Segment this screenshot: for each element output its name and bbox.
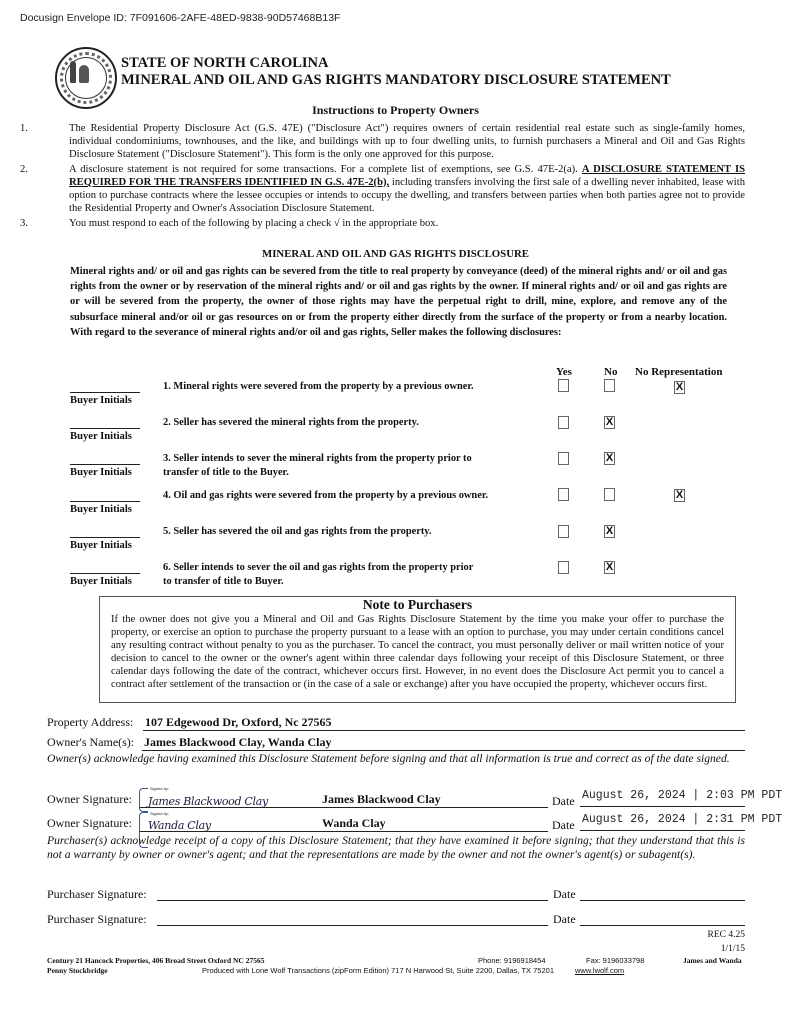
- checkbox-q4-no[interactable]: [604, 488, 615, 501]
- seal-figure-right: [79, 65, 89, 83]
- owner-signature-2[interactable]: Wanda Clay: [148, 819, 211, 832]
- signed-by-tag: Signed by:: [150, 811, 169, 816]
- checkbox-q5-no[interactable]: X: [605, 525, 614, 537]
- date-underline: [580, 830, 745, 831]
- question-6: [163, 561, 533, 589]
- purchaser-signature-label: Purchaser Signature:: [47, 887, 147, 901]
- purchaser-signature-field-2[interactable]: [157, 925, 548, 926]
- column-no: No: [604, 366, 618, 378]
- purchaser-signature-label: Purchaser Signature:: [47, 912, 147, 926]
- property-address-underline: [143, 730, 745, 731]
- instruction-item-3: [20, 217, 745, 230]
- instructions-list: [20, 122, 745, 232]
- question-text: 2. Seller has severed the mineral rights from the property.: [163, 417, 419, 428]
- owner-signature-line: [140, 831, 548, 832]
- instruction-number: 3.: [20, 218, 28, 229]
- disclosure-body: Mineral rights and/ or oil and gas rights can be severed from the title to real property by conveyance (deed) of the mineral rights and/ or oil and gas rights from the owner or by reservation of the mineral rights and/ or oil and gas rights by the owner. If mineral rights and/ or oil and gas rights are or will be severed from the property, the owner of those rights may have the perpetual right to drill, mine, explore, and remove any of the subsurface mineral and/or oil or gas resources on or from the property either directly from the surface of the property or from a nearby location. With regard to the severance of mineral rights and/or oil and gas rights, Seller makes the following disclosures:: [70, 266, 727, 338]
- column-no-representation: No Representation: [635, 366, 723, 378]
- buyer-initials-line-6[interactable]: [70, 573, 140, 574]
- checkbox-q5-yes[interactable]: [558, 525, 569, 538]
- purchaser-date-field-2[interactable]: [580, 925, 745, 926]
- buyer-initials-line-5[interactable]: [70, 537, 140, 538]
- footer-file-name: James and Wanda: [683, 956, 742, 965]
- checkbox-q1-yes[interactable]: [558, 379, 569, 392]
- nc-seal-icon: [55, 47, 117, 109]
- instruction-text: A disclosure statement is not required for some transactions. For a complete list of exemptions, see G.S. 47E-2(a).: [69, 164, 582, 175]
- column-yes: Yes: [556, 366, 572, 378]
- question-text: 4. Oil and gas rights were severed from the property by a previous owner.: [163, 490, 489, 501]
- note-body: If the owner does not give you a Mineral and Oil and Gas Rights Disclosure Statement by the time you make your offer to purchase the property, or exercise an option to purchase the property pursuant to a lease with an option to purchase, you may under certain conditions cancel any resulting contract without penalty to you as the purchaser. To cancel the contract, you must personally deliver or mail written notice of your decision to cancel to the owner or the owner's agent within three calendar days following your receipt of this Disclosure Statement, or three calendar days following the date of the contract, whichever occurs first. However, in no event does the Disclosure Act permit you to cancel a contract after settlement of the transaction or (in the case of a sale or exchange) after you have occupied the property, whichever occurs first.: [111, 614, 724, 690]
- question-4: [163, 489, 533, 503]
- owner-signature-label: Owner Signature:: [47, 816, 132, 830]
- owner-signature-label: Owner Signature:: [47, 792, 132, 806]
- instructions-heading: Instructions to Property Owners: [312, 103, 479, 117]
- buyer-initials-label: Buyer Initials: [70, 576, 132, 587]
- footer-agent: Penny Stockbridge: [47, 966, 108, 975]
- buyer-initials-line-4[interactable]: [70, 501, 140, 502]
- instruction-text: You must respond to each of the following by placing a check √ in the appropriate box.: [69, 218, 439, 229]
- owner-printed-name-2: Wanda Clay: [322, 816, 386, 830]
- buyer-initials-label: Buyer Initials: [70, 395, 132, 406]
- question-text-cont: to transfer of title to Buyer.: [163, 576, 284, 587]
- question-3: [163, 452, 533, 480]
- footer-lwolf-link[interactable]: www.lwolf.com: [575, 966, 625, 975]
- property-address-value[interactable]: 107 Edgewood Dr, Oxford, Nc 27565: [145, 715, 332, 729]
- checkbox-q6-no[interactable]: X: [605, 561, 614, 573]
- instruction-text: The Residential Property Disclosure Act (G.S. 47E) ("Disclosure Act") requires owners of certain residential real estate such as single-family homes, individual condominiums, townhouses, and the like, and buildings with up to four dwelling units, to furnish purchasers a Mineral and Oil and Gas Rights Disclosure Statement ("Disclosure Statement"). This form is the only one approved for this purpose.: [69, 123, 745, 160]
- document-title: [121, 55, 671, 89]
- checkbox-q4-no-representation[interactable]: X: [675, 489, 684, 501]
- instruction-text: including transfers involving the first sale of a dwelling never inhabited, lease with option to purchase contracts where the lessee occupies or intends to occupy the dwelling, and transfers between parties when both parties agree not to provide the Residential Property and Owner's Association Disclosure Statement.: [69, 177, 745, 214]
- question-2: [163, 416, 533, 430]
- question-text: 6. Seller intends to sever the oil and gas rights from the property prior: [163, 562, 474, 573]
- question-text: 5. Seller has severed the oil and gas rights from the property.: [163, 526, 432, 537]
- question-text: 3. Seller intends to sever the mineral rights from the property prior to: [163, 453, 472, 464]
- docusign-bracket: [139, 788, 148, 812]
- instruction-number: 2.: [20, 164, 28, 175]
- checkbox-q1-no-representation[interactable]: X: [675, 381, 684, 393]
- purchaser-signature-field-1[interactable]: [157, 900, 548, 901]
- footer-produced-with: Produced with Lone Wolf Transactions (zipForm Edition) 717 N Harwood St, Suite 2200, Dallas, TX 75201: [202, 966, 554, 975]
- date-label: Date: [552, 794, 575, 808]
- owner-acknowledgement: Owner(s) acknowledge having examined this Disclosure Statement before signing and that all information is true and correct as of the date signed.: [47, 752, 730, 765]
- checkbox-q4-yes[interactable]: [558, 488, 569, 501]
- footer-brokerage: Century 21 Hancock Properties, 406 Broad Street Oxford NC 27565: [47, 956, 265, 965]
- purchaser-acknowledgement: Purchaser(s) acknowledge receipt of a copy of this Disclosure Statement; that they have examined it before signing; that they understand that this is not a warranty by owner or owner's agent; and that the representations are made by the owner and not the owner's agent(s) or subagent(s).: [47, 834, 745, 861]
- owner-signature-line: [140, 807, 548, 808]
- checkbox-q2-no[interactable]: X: [605, 416, 614, 428]
- footer-phone: Phone: 9196918454: [478, 956, 546, 965]
- owners-name-underline: [142, 750, 745, 751]
- buyer-initials-label: Buyer Initials: [70, 467, 132, 478]
- disclosure-heading: MINERAL AND OIL AND GAS RIGHTS DISCLOSURE: [262, 248, 529, 260]
- buyer-initials-line-3[interactable]: [70, 464, 140, 465]
- owner-signature-date-1: August 26, 2024 | 2:03 PM PDT: [582, 789, 783, 802]
- property-address-label: Property Address:: [47, 715, 134, 729]
- form-code: REC 4.25: [707, 930, 745, 940]
- buyer-initials-label: Buyer Initials: [70, 504, 132, 515]
- signed-by-tag: Signed by:: [150, 786, 169, 791]
- form-revision-date: 1/1/15: [720, 944, 745, 954]
- owner-signature-date-2: August 26, 2024 | 2:31 PM PDT: [582, 813, 783, 826]
- question-text: 1. Mineral rights were severed from the property by a previous owner.: [163, 381, 474, 392]
- footer-fax: Fax: 9196033798: [586, 956, 645, 965]
- owners-name-value[interactable]: James Blackwood Clay, Wanda Clay: [144, 735, 332, 749]
- note-to-purchasers-box: [99, 596, 736, 703]
- title-line-form: MINERAL AND OIL AND GAS RIGHTS MANDATORY DISCLOSURE STATEMENT: [121, 72, 671, 88]
- title-line-state: STATE OF NORTH CAROLINA: [121, 55, 329, 71]
- checkbox-q6-yes[interactable]: [558, 561, 569, 574]
- instruction-emphasis-link: A DISCLOSURE STATEMENT IS REQUIRED FOR THE TRANSFERS IDENTIFIED IN G.S. 47E-2(b),: [69, 164, 745, 188]
- checkbox-q2-yes[interactable]: [558, 416, 569, 429]
- instruction-item-1: [20, 122, 745, 161]
- date-underline: [580, 806, 745, 807]
- instruction-item-2: [20, 163, 745, 215]
- owner-printed-name-1: James Blackwood Clay: [322, 792, 441, 806]
- seal-figure-left: [70, 61, 76, 83]
- checkbox-q3-yes[interactable]: [558, 452, 569, 465]
- date-label: Date: [552, 818, 575, 832]
- question-text-cont: transfer of title to the Buyer.: [163, 467, 289, 478]
- question-1: [163, 380, 533, 394]
- owners-name-label: Owner's Name(s):: [47, 735, 135, 749]
- buyer-initials-label: Buyer Initials: [70, 431, 132, 442]
- question-5: [163, 525, 533, 539]
- note-title: Note to Purchasers: [362, 597, 473, 612]
- buyer-initials-line-1[interactable]: [70, 392, 140, 393]
- docusign-envelope-id: Docusign Envelope ID: 7F091606-2AFE-48ED-9838-90D57468B13F: [20, 12, 341, 24]
- checkbox-q3-no[interactable]: X: [605, 452, 614, 464]
- instruction-number: 1.: [20, 123, 28, 134]
- date-label: Date: [553, 887, 576, 901]
- purchaser-date-field-1[interactable]: [580, 900, 745, 901]
- buyer-initials-line-2[interactable]: [70, 428, 140, 429]
- checkbox-q1-no[interactable]: [604, 379, 615, 392]
- owner-signature-1[interactable]: James Blackwood Clay: [148, 795, 268, 808]
- buyer-initials-label: Buyer Initials: [70, 540, 132, 551]
- date-label: Date: [553, 912, 576, 926]
